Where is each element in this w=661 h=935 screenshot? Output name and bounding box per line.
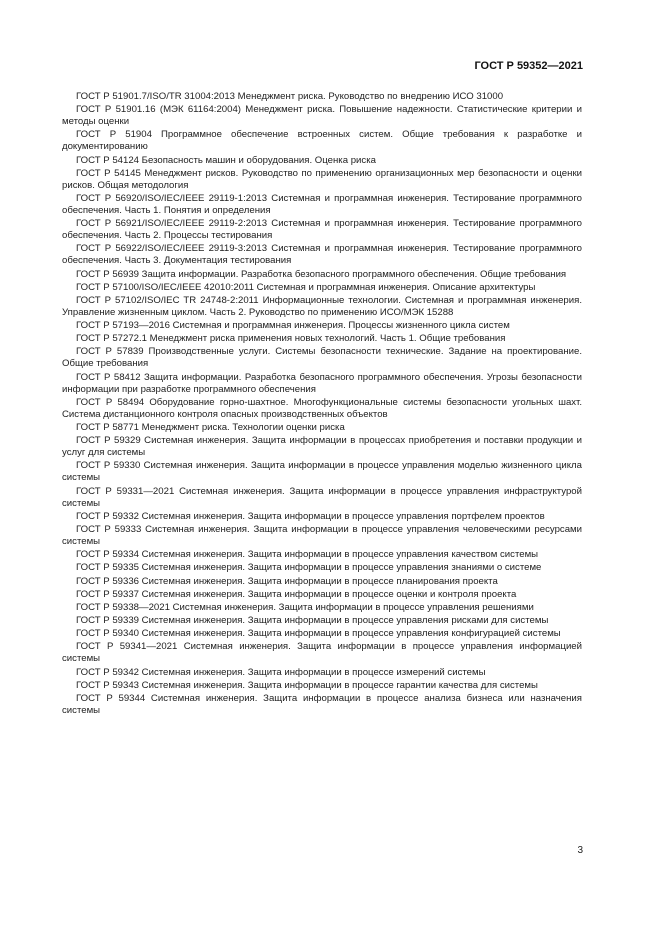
reference-item: ГОСТ Р 58494 Оборудование горно-шахтное. Многофункциональные системы безопасности угольных шахт. Система дистанционного контроля опасных производственных объектов <box>62 396 582 420</box>
reference-item: ГОСТ Р 59336 Системная инженерия. Защита информации в процессе планирования проекта <box>76 575 498 587</box>
reference-item: ГОСТ Р 59334 Системная инженерия. Защита информации в процессе управления качеством системы <box>76 549 539 561</box>
reference-item: ГОСТ Р 54145 Менеджмент рисков. Руководство по применению организационных мер безопасности и оценки рисков. Общая методология <box>62 167 582 191</box>
reference-item: ГОСТ Р 58771 Менеджмент риска. Технологии оценки риска <box>76 422 345 433</box>
reference-item: ГОСТ Р 59331—2021 Системная инженерия. Защита информации в процессе управления инфраструктурой системы <box>62 485 582 509</box>
reference-item: ГОСТ Р 51901.7/ISO/TR 31004:2013 Менеджмент риска. Руководство по внедрению ИСО 31000 <box>76 91 504 102</box>
reference-item: ГОСТ Р 59332 Системная инженерия. Защита информации в процессе управления портфелем проектов <box>76 510 545 522</box>
reference-item: ГОСТ Р 56939 Защита информации. Разработка безопасного программного обеспечения. Общие требования <box>76 268 567 280</box>
reference-item: ГОСТ Р 56922/ISO/IEC/IEEE 29119-3:2013 Системная и программная инженерия. Тестирование программного обеспечения. Часть 3. Документация тестирования <box>62 243 582 267</box>
reference-item: ГОСТ Р 59341—2021 Системная инженерия. Защита информации в процессе управления информацией системы <box>62 641 582 665</box>
reference-item: ГОСТ Р 58412 Защита информации. Разработка безопасного программного обеспечения. Угрозы безопасности информации при разработке программного обеспечения <box>62 371 582 395</box>
reference-item: ГОСТ Р 59335 Системная инженерия. Защита информации в процессе управления знаниями о системе <box>76 562 542 574</box>
reference-item: ГОСТ Р 59330 Системная инженерия. Защита информации в процессе управления моделью жизненного цикла системы <box>62 460 582 484</box>
reference-item: ГОСТ Р 56921/ISO/IEC/IEEE 29119-2:2013 Системная и программная инженерия. Тестирование программного обеспечения. Часть 2. Процессы тестирования <box>62 218 582 242</box>
reference-item: ГОСТ Р 59333 Системная инженерия. Защита информации в процессе управления человеческими ресурсами системы <box>62 523 582 547</box>
reference-item: ГОСТ Р 57839 Производственные услуги. Системы безопасности технические. Задание на проектирование. Общие требования <box>62 346 582 370</box>
reference-item: ГОСТ Р 54124 Безопасность машин и оборудования. Оценка риска <box>76 154 376 166</box>
reference-item: ГОСТ Р 59344 Системная инженерия. Защита информации в процессе анализа бизнеса или назначения системы <box>62 693 582 716</box>
reference-item: ГОСТ Р 57102/ISO/IEC TR 24748-2:2011 Информационные технологии. Системная и программная инженерия. Управление жизненным циклом. Часть 2. Руководство по применению ИСО/МЭК 15288 <box>62 294 582 318</box>
reference-item: ГОСТ Р 59338—2021 Системная инженерия. Защита информации в процессе управления решениями <box>76 601 534 613</box>
document-header: ГОСТ Р 59352—2021 <box>474 60 583 72</box>
reference-item: ГОСТ Р 59342 Системная инженерия. Защита информации в процессе измерений системы <box>76 666 486 678</box>
reference-item: ГОСТ Р 57193—2016 Системная и программная инженерия. Процессы жизненного цикла систем <box>76 320 510 332</box>
reference-item: ГОСТ Р 56920/ISO/IEC/IEEE 29119-1:2013 Системная и программная инженерия. Тестирование программного обеспечения. Часть 1. Понятия и определения <box>62 192 582 216</box>
reference-item: ГОСТ Р 59343 Системная инженерия. Защита информации в процессе гарантии качества для системы <box>76 679 538 691</box>
reference-item: ГОСТ Р 51904 Программное обеспечение встроенных систем. Общие требования к разработке и документированию <box>62 129 582 153</box>
references-list <box>62 91 582 718</box>
reference-item: ГОСТ Р 59337 Системная инженерия. Защита информации в процессе оценки и контроля проекта <box>76 588 517 600</box>
reference-item: ГОСТ Р 57100/ISO/IEC/IEEE 42010:2011 Системная и программная инженерия. Описание архитектуры <box>76 281 536 293</box>
reference-item: ГОСТ Р 59340 Системная инженерия. Защита информации в процессе управления конфигурацией системы <box>76 628 561 640</box>
page-number: 3 <box>577 845 583 856</box>
reference-item: ГОСТ Р 51901.16 (МЭК 61164:2004) Менеджмент риска. Повышение надежности. Статистические критерии и методы оценки <box>62 104 582 128</box>
reference-item: ГОСТ Р 59329 Системная инженерия. Защита информации в процессах приобретения и поставки продукции и услуг для системы <box>62 435 582 459</box>
reference-item: ГОСТ Р 59339 Системная инженерия. Защита информации в процессе управления рисками для системы <box>76 615 549 627</box>
reference-item: ГОСТ Р 57272.1 Менеджмент риска применения новых технологий. Часть 1. Общие требования <box>76 333 506 345</box>
